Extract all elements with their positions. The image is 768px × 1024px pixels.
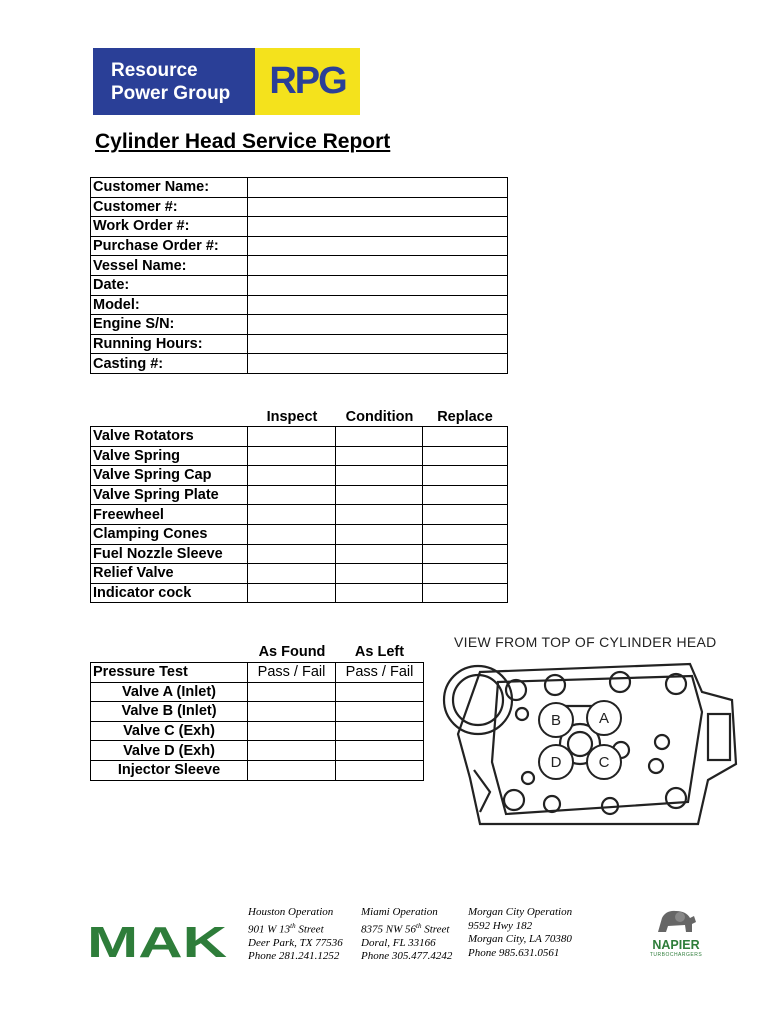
office-houston — [248, 906, 343, 964]
header-inspect: Inspect — [266, 409, 318, 425]
inspection-item-label: Freewheel — [91, 505, 248, 525]
inspect-cell[interactable] — [248, 446, 336, 466]
rpg-logo — [93, 48, 360, 115]
customer-info-table — [90, 177, 508, 374]
logo-line-1: Resource — [111, 60, 198, 81]
valve-label-a: A — [598, 710, 610, 727]
field-input[interactable] — [248, 178, 508, 198]
napier-wordmark: NAPIER — [652, 938, 700, 952]
inspection-row — [91, 466, 508, 486]
replace-cell[interactable] — [423, 564, 508, 584]
inspection-row — [91, 544, 508, 564]
pressure-row — [91, 721, 424, 741]
mak-logo — [87, 920, 229, 960]
field-label: Casting #: — [91, 354, 248, 374]
valve-label-b: B — [550, 712, 562, 729]
cylinder-head-diagram — [440, 652, 740, 830]
condition-cell[interactable] — [336, 544, 423, 564]
field-input[interactable] — [248, 295, 508, 315]
inspection-item-label: Relief Valve — [91, 564, 248, 584]
as-found-cell[interactable] — [248, 682, 336, 702]
customer-field-row — [91, 217, 508, 237]
customer-field-row — [91, 256, 508, 276]
logo-mark: RPG — [255, 48, 360, 115]
condition-cell[interactable] — [336, 485, 423, 505]
inspection-item-label: Fuel Nozzle Sleeve — [91, 544, 248, 564]
replace-cell[interactable] — [423, 446, 508, 466]
inspection-row — [91, 485, 508, 505]
inspect-cell[interactable] — [248, 466, 336, 486]
replace-cell[interactable] — [423, 485, 508, 505]
diagram-title: VIEW FROM TOP OF CYLINDER HEAD — [454, 634, 717, 650]
inspection-item-label: Valve Spring Plate — [91, 485, 248, 505]
lion-icon — [648, 906, 704, 934]
customer-field-row — [91, 334, 508, 354]
condition-cell[interactable] — [336, 505, 423, 525]
pressure-row — [91, 702, 424, 722]
as-found-pass-fail[interactable]: Pass / Fail — [248, 663, 336, 683]
inspect-cell[interactable] — [248, 505, 336, 525]
header-replace: Replace — [437, 409, 493, 425]
field-input[interactable] — [248, 256, 508, 276]
field-input[interactable] — [248, 236, 508, 256]
condition-cell[interactable] — [336, 427, 423, 447]
inspection-row — [91, 524, 508, 544]
office-city: Doral, FL 33166 — [361, 936, 436, 949]
pressure-item-label: Valve C (Exh) — [91, 721, 248, 741]
inspect-cell[interactable] — [248, 583, 336, 603]
office-phone: Phone 305.477.4242 — [361, 950, 453, 963]
pressure-test-table — [90, 662, 424, 781]
replace-cell[interactable] — [423, 427, 508, 447]
field-input[interactable] — [248, 334, 508, 354]
field-input[interactable] — [248, 315, 508, 335]
field-input[interactable] — [248, 275, 508, 295]
as-left-cell[interactable] — [336, 760, 424, 780]
replace-cell[interactable] — [423, 466, 508, 486]
field-label: Model: — [91, 295, 248, 315]
customer-field-row — [91, 315, 508, 335]
pressure-row — [91, 682, 424, 702]
condition-cell[interactable] — [336, 524, 423, 544]
header-as-found: As Found — [258, 644, 326, 660]
replace-cell[interactable] — [423, 505, 508, 525]
field-label: Customer Name: — [91, 178, 248, 198]
office-street: 9592 Hwy 182 — [468, 919, 533, 932]
field-input[interactable] — [248, 354, 508, 374]
inspection-item-label: Valve Rotators — [91, 427, 248, 447]
valve-label-d: D — [550, 754, 562, 771]
pressure-row — [91, 741, 424, 761]
field-input[interactable] — [248, 197, 508, 217]
as-left-cell[interactable] — [336, 682, 424, 702]
as-left-cell[interactable] — [336, 741, 424, 761]
pressure-item-label: Valve A (Inlet) — [91, 682, 248, 702]
svg-text:MAK: MAK — [87, 920, 228, 960]
header-condition: Condition — [345, 409, 414, 425]
field-input[interactable] — [248, 217, 508, 237]
customer-field-row — [91, 354, 508, 374]
as-left-cell[interactable] — [336, 702, 424, 722]
inspect-cell[interactable] — [248, 564, 336, 584]
inspection-row — [91, 446, 508, 466]
pressure-item-label: Injector Sleeve — [91, 760, 248, 780]
field-label: Purchase Order #: — [91, 236, 248, 256]
field-label: Vessel Name: — [91, 256, 248, 276]
inspection-item-label: Clamping Cones — [91, 524, 248, 544]
as-found-cell[interactable] — [248, 741, 336, 761]
header-as-left: As Left — [354, 644, 405, 660]
pressure-test-label: Pressure Test — [91, 663, 248, 683]
logo-line-2: Power Group — [111, 83, 231, 104]
as-found-cell[interactable] — [248, 760, 336, 780]
field-label: Customer #: — [91, 197, 248, 217]
office-phone: Phone 281.241.1252 — [248, 950, 340, 963]
office-street: 901 W 13th Street — [248, 921, 324, 936]
valve-label-c: C — [598, 754, 610, 771]
customer-field-row — [91, 178, 508, 198]
field-label: Engine S/N: — [91, 315, 248, 335]
inspection-item-label: Valve Spring Cap — [91, 466, 248, 486]
condition-cell[interactable] — [336, 466, 423, 486]
office-phone: Phone 985.631.0561 — [468, 946, 560, 959]
office-city: Deer Park, TX 77536 — [248, 936, 343, 949]
inspect-cell[interactable] — [248, 524, 336, 544]
inspection-row — [91, 427, 508, 447]
inspect-cell[interactable] — [248, 485, 336, 505]
replace-cell[interactable] — [423, 524, 508, 544]
replace-cell[interactable] — [423, 544, 508, 564]
inspection-row — [91, 583, 508, 603]
as-found-cell[interactable] — [248, 721, 336, 741]
pressure-row — [91, 760, 424, 780]
condition-cell[interactable] — [336, 564, 423, 584]
replace-cell[interactable] — [423, 583, 508, 603]
napier-subtitle: TURBOCHARGERS — [649, 952, 703, 958]
inspection-row — [91, 564, 508, 584]
office-name: Morgan City Operation — [468, 906, 573, 918]
customer-field-row — [91, 236, 508, 256]
field-label: Work Order #: — [91, 217, 248, 237]
field-label: Date: — [91, 275, 248, 295]
pressure-item-label: Valve D (Exh) — [91, 741, 248, 761]
inspection-row — [91, 505, 508, 525]
as-found-cell[interactable] — [248, 702, 336, 722]
office-name: Houston Operation — [248, 906, 334, 918]
inspection-table — [90, 426, 508, 603]
as-left-pass-fail[interactable]: Pass / Fail — [336, 663, 424, 683]
customer-field-row — [91, 197, 508, 217]
office-miami — [361, 906, 452, 964]
customer-field-row — [91, 275, 508, 295]
inspect-cell[interactable] — [248, 544, 336, 564]
office-city: Morgan City, LA 70380 — [468, 933, 572, 946]
pressure-item-label: Valve B (Inlet) — [91, 702, 248, 722]
condition-cell[interactable] — [336, 583, 423, 603]
field-label: Running Hours: — [91, 334, 248, 354]
napier-logo — [648, 906, 704, 960]
inspection-item-label: Indicator cock — [91, 583, 248, 603]
as-left-cell[interactable] — [336, 721, 424, 741]
office-name: Miami Operation — [361, 906, 438, 918]
page-title: Cylinder Head Service Report — [95, 130, 391, 153]
office-street: 8375 NW 56th Street — [361, 921, 450, 936]
inspection-item-label: Valve Spring — [91, 446, 248, 466]
office-morgan-city — [468, 906, 572, 960]
condition-cell[interactable] — [336, 446, 423, 466]
logo-wordmark — [93, 48, 255, 115]
inspect-cell[interactable] — [248, 427, 336, 447]
customer-field-row — [91, 295, 508, 315]
